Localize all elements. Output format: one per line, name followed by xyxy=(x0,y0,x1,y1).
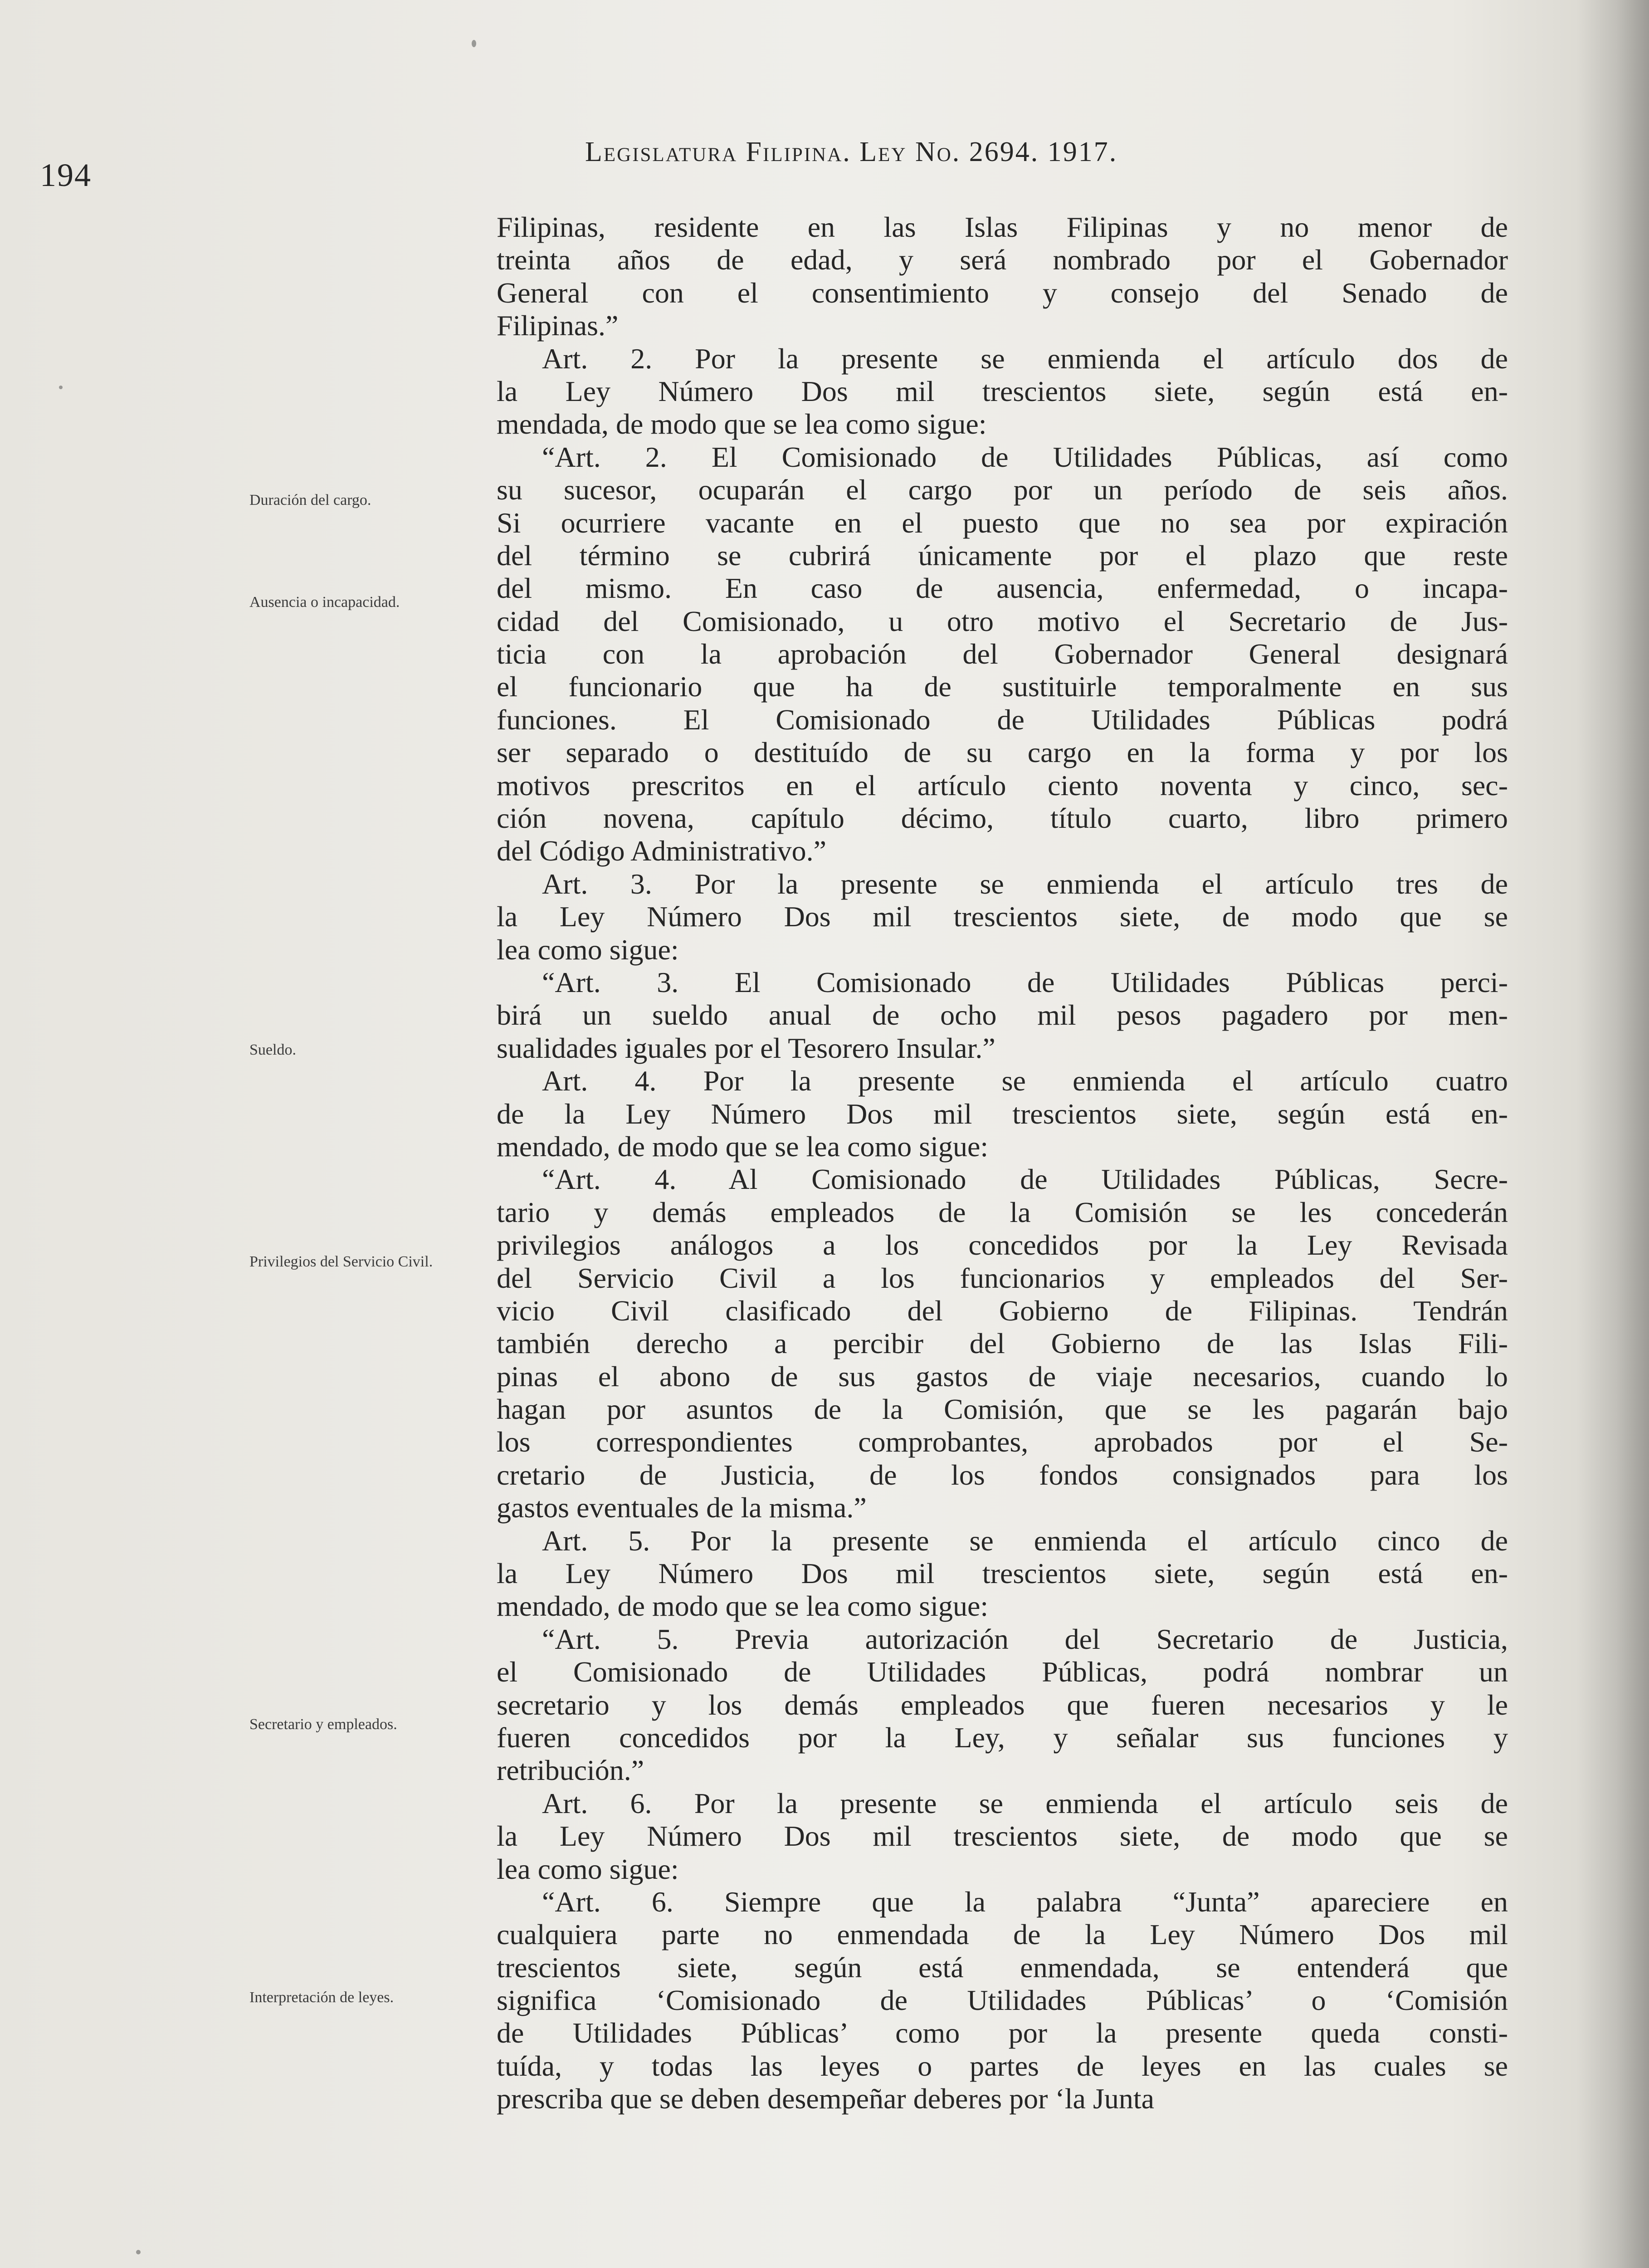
text-line: cidad del Comisionado, u otro motivo el Secretario de Jus- xyxy=(497,605,1508,637)
text-line: “Art. 2. El Comisionado de Utilidades Públicas, así como xyxy=(542,440,1508,473)
page-number: 194 xyxy=(40,157,92,193)
margin-note: Sueldo. xyxy=(249,1041,296,1058)
text-line: su sucesor, ocuparán el cargo por un período de seis años. xyxy=(497,474,1508,506)
text-line: de Utilidades Públicas’ como por la presente queda consti- xyxy=(497,2017,1508,2049)
text-line: ser separado o destituído de su cargo en la forma y por los xyxy=(497,736,1508,769)
text-line: birá un sueldo anual de ocho mil pesos pagadero por men- xyxy=(497,999,1508,1031)
text-line: ticia con la aprobación del Gobernador General designará xyxy=(497,638,1508,670)
ink-speck xyxy=(472,40,476,47)
text-line: el funcionario que ha de sustituirle temporalmente en sus xyxy=(497,670,1508,703)
text-line: de la Ley Número Dos mil trescientos siete, según está en- xyxy=(497,1097,1508,1130)
text-line: significa ‘Comisionado de Utilidades Públicas’ o ‘Comisión xyxy=(497,1984,1508,2017)
text-line: tario y demás empleados de la Comisión se les concederán xyxy=(497,1196,1508,1228)
text-line: ción novena, capítulo décimo, título cuarto, libro primero xyxy=(497,802,1508,835)
text-line: trescientos siete, según está enmendada, se entenderá que xyxy=(497,1951,1508,1984)
text-line: Art. 2. Por la presente se enmienda el artículo dos de xyxy=(542,342,1508,375)
text-line: la Ley Número Dos mil trescientos siete, según está en- xyxy=(497,375,1508,407)
text-line: del término se cubrirá únicamente por el plazo que reste xyxy=(497,539,1508,572)
text-line: prescriba que se deben desempeñar deberes por ‘la Junta xyxy=(497,2082,1155,2115)
margin-note: Duración del cargo. xyxy=(249,492,371,508)
text-line: “Art. 6. Siempre que la palabra “Junta” apareciere en xyxy=(542,1885,1508,1918)
text-line: mendado, de modo que se lea como sigue: xyxy=(497,1590,989,1623)
text-line: lea como sigue: xyxy=(497,933,679,966)
text-line: “Art. 3. El Comisionado de Utilidades Públicas perci- xyxy=(542,966,1508,998)
page-edge-shadow xyxy=(1576,0,1649,2268)
text-line: Art. 6. Por la presente se enmienda el artículo seis de xyxy=(542,1787,1508,1819)
text-line: motivos prescritos en el artículo ciento noventa y cinco, sec- xyxy=(497,769,1508,802)
ink-speck xyxy=(59,386,63,389)
text-line: la Ley Número Dos mil trescientos siete, de modo que se xyxy=(497,900,1508,933)
text-line: General con el consentimiento y consejo del Senado de xyxy=(497,276,1508,309)
text-line: cretario de Justicia, de los fondos consignados para los xyxy=(497,1458,1508,1491)
text-line: también derecho a percibir del Gobierno de las Islas Fili- xyxy=(497,1327,1508,1360)
text-line: “Art. 5. Previa autorización del Secretario de Justicia, xyxy=(542,1623,1508,1655)
text-line: Si ocurriere vacante en el puesto que no sea por expiración xyxy=(497,506,1508,539)
margin-note: Ausencia o incapacidad. xyxy=(249,594,400,611)
text-line: gastos eventuales de la misma.” xyxy=(497,1491,867,1524)
text-line: fueren concedidos por la Ley, y señalar sus funciones y xyxy=(497,1721,1508,1754)
margin-note: Secretario y empleados. xyxy=(249,1716,397,1733)
text-line: los correspondientes comprobantes, aprobados por el Se- xyxy=(497,1426,1508,1458)
text-line: Art. 5. Por la presente se enmienda el artículo cinco de xyxy=(542,1524,1508,1557)
text-line: vicio Civil clasificado del Gobierno de Filipinas. Tendrán xyxy=(497,1294,1508,1327)
text-line: hagan por asuntos de la Comisión, que se les pagarán bajo xyxy=(497,1393,1508,1426)
text-line: Art. 4. Por la presente se enmienda el artículo cuatro xyxy=(542,1065,1508,1097)
text-line: privilegios análogos a los concedidos por la Ley Revisada xyxy=(497,1229,1508,1261)
text-line: Art. 3. Por la presente se enmienda el artículo tres de xyxy=(542,867,1508,900)
ink-speck xyxy=(136,2250,141,2254)
text-line: retribución.” xyxy=(497,1754,644,1787)
text-line: mendado, de modo que se lea como sigue: xyxy=(497,1130,989,1163)
running-head: Legislatura Filipina. Ley No. 2694. 1917. xyxy=(585,137,1118,167)
text-line: el Comisionado de Utilidades Públicas, podrá nombrar un xyxy=(497,1656,1508,1688)
text-line: la Ley Número Dos mil trescientos siete, según está en- xyxy=(497,1557,1508,1590)
text-line: sualidades iguales por el Tesorero Insular.” xyxy=(497,1031,995,1064)
text-line: cualquiera parte no enmendada de la Ley Número Dos mil xyxy=(497,1918,1508,1951)
margin-note: Privilegios del Servicio Civil. xyxy=(249,1253,433,1270)
text-line: lea como sigue: xyxy=(497,1853,679,1885)
text-line: la Ley Número Dos mil trescientos siete, de modo que se xyxy=(497,1820,1508,1853)
text-line: Filipinas, residente en las Islas Filipinas y no menor de xyxy=(497,211,1508,243)
text-line: secretario y los demás empleados que fueren necesarios y le xyxy=(497,1688,1508,1721)
text-line: mendada, de modo que se lea como sigue: xyxy=(497,408,987,440)
text-line: “Art. 4. Al Comisionado de Utilidades Públicas, Secre- xyxy=(542,1163,1508,1196)
text-line: del Servicio Civil a los funcionarios y empleados del Ser- xyxy=(497,1261,1508,1294)
text-line: pinas el abono de sus gastos de viaje necesarios, cuando lo xyxy=(497,1360,1508,1393)
margin-note: Interpretación de leyes. xyxy=(249,1989,394,2006)
text-line: del Código Administrativo.” xyxy=(497,835,827,867)
text-line: del mismo. En caso de ausencia, enfermedad, o incapa- xyxy=(497,572,1508,605)
text-line: tuída, y todas las leyes o partes de leyes en las cuales se xyxy=(497,2049,1508,2082)
body-text xyxy=(497,211,1508,2116)
text-line: treinta años de edad, y será nombrado por el Gobernador xyxy=(497,244,1508,276)
text-line: Filipinas.” xyxy=(497,309,619,342)
text-line: funciones. El Comisionado de Utilidades Públicas podrá xyxy=(497,703,1508,736)
